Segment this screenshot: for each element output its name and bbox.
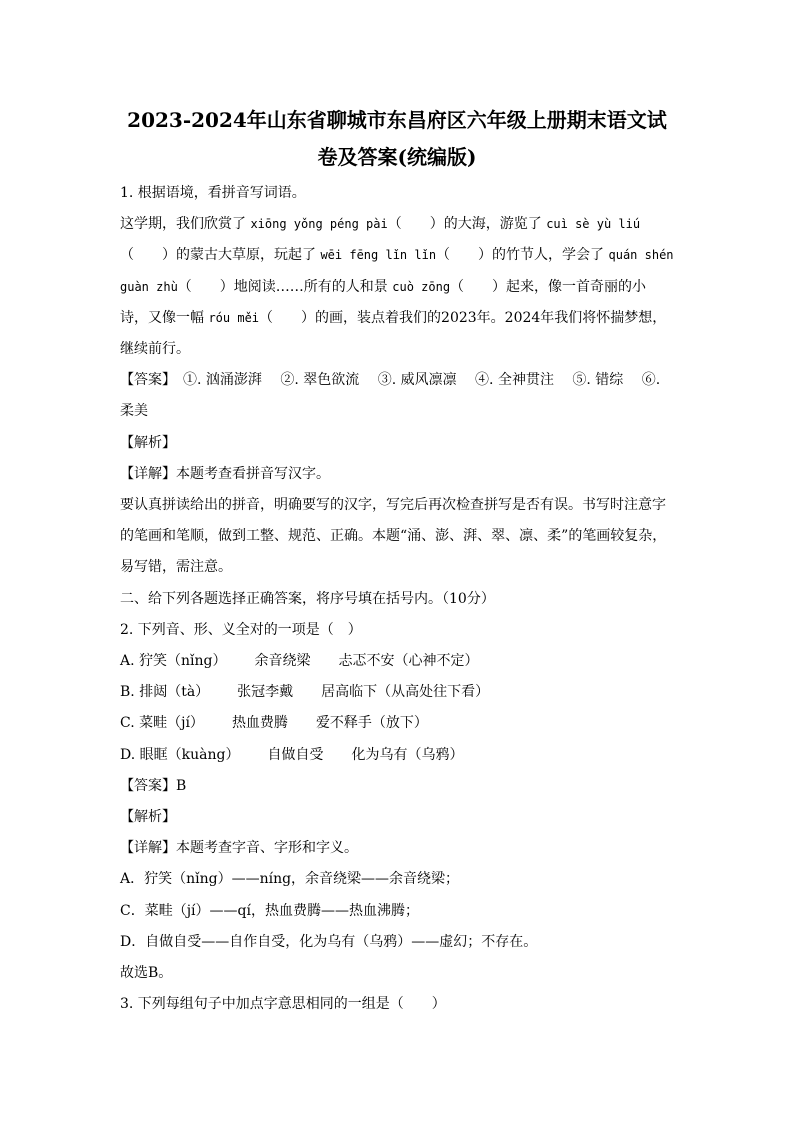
- q2-option-b: [120, 677, 674, 708]
- q2-detail: [120, 833, 674, 864]
- q2-line-c: C．菜畦（jí）——qí，热血费腾——热血沸腾；: [120, 902, 419, 919]
- option-c-word: C. 菜畦（jí）: [120, 715, 204, 732]
- pinyin-prompt: cuò zōng: [392, 279, 451, 294]
- detail-label: 【详解】: [120, 465, 176, 482]
- q2-stem: 2. 下列音、形、义全对的一项是（ ）: [120, 621, 362, 638]
- pinyin-prompt: cuì sè yù liú: [546, 217, 641, 232]
- q2-line-a: A．狞笑（nǐng）——níng，余音绕梁——余音绕梁；: [120, 871, 460, 888]
- option-a-idiom2: 忐忑不安（心神不定）: [338, 653, 479, 670]
- doc-title-line1: 2023-2024年山东省聊城市东昌府区六年级上册期末语文试: [127, 108, 667, 132]
- option-d-idiom2: 化为乌有（乌鸦）: [351, 746, 464, 763]
- option-d-idiom1: 自做自受: [267, 746, 324, 763]
- option-b-word: B. 排闼（tà）: [120, 684, 210, 701]
- q2-answer: [120, 771, 674, 802]
- passage-text: 这学期，我们欣赏了: [120, 216, 251, 233]
- option-c-idiom1: 热血费腾: [231, 715, 288, 732]
- section2-heading: 二、给下列各题选择正确答案，将序号填在括号内。（10分）: [120, 590, 495, 607]
- passage-text: （ ）起来，像一首奇丽的小诗，又像一幅: [120, 278, 647, 326]
- q2-option-c: [120, 708, 674, 739]
- pinyin-prompt: quán shén guàn zhù: [120, 248, 674, 294]
- passage-text: （ ）的画，装点着我们的2023年。2024年我们将怀揣梦想，继续前行。: [120, 309, 667, 358]
- q1-detail: [120, 459, 674, 490]
- q1-passage: [120, 209, 674, 365]
- passage-text: （ ）的蒙古大草原，玩起了: [120, 247, 321, 264]
- doc-body: [120, 178, 674, 1020]
- option-c-idiom2: 爱不释手（放下）: [315, 715, 428, 732]
- doc-title-line2: 卷及答案(统编版): [317, 145, 477, 169]
- q1-detail-body: 要认真拼读给出的拼音，明确要写的汉字，写完后再次检查拼写是否有误。书写时注意字的笔画和笔顺，做到工整、规范、正确。本题“涌、澎、湃、翠、凛、柔”的笔画较复杂，易写错，需注意。: [120, 497, 667, 576]
- option-d-word: D. 眼眶（kuàng）: [120, 746, 240, 763]
- option-b-idiom1: 张冠李戴: [237, 684, 294, 701]
- q2-option-a: [120, 646, 674, 677]
- pinyin-prompt: wēi fēng lǐn lǐn: [320, 248, 437, 263]
- q1-stem: 1. 根据语境，看拼音写词语。: [120, 185, 306, 201]
- q2-analysis-label: 【解析】: [120, 809, 176, 826]
- answer-text: B: [176, 777, 187, 794]
- passage-text: （ ）地阅读……所有的人和景: [177, 278, 393, 295]
- answer-label: 【答案】: [120, 777, 176, 794]
- option-a-word: A. 狞笑（nǐng）: [120, 653, 227, 670]
- pinyin-prompt: xiōng yǒng péng pài: [250, 217, 388, 232]
- q2-line-d: D．自做自受——自作自受，化为乌有（乌鸦）——虚幻；不存在。: [120, 933, 538, 950]
- option-b-idiom2: 居高临下（从高处往下看）: [321, 684, 490, 701]
- passage-text: （ ）的竹节人，学会了: [436, 247, 609, 264]
- answer-label: 【答案】: [120, 372, 169, 389]
- pinyin-prompt: róu měi: [208, 310, 260, 325]
- option-a-idiom1: 余音绕梁: [254, 653, 311, 670]
- detail-label: 【详解】: [120, 840, 176, 857]
- answer-text: ①. 汹涌澎湃 ②. 翠色欲流 ③. 威风凛凛 ④. 全神贯注 ⑤. 错综 ⑥. 柔美: [120, 372, 661, 420]
- detail-text: 本题考查看拼音写汉字。: [176, 465, 330, 482]
- q2-option-d: [120, 740, 674, 771]
- q1-answer: [120, 365, 674, 427]
- q2-conclusion: 故选B。: [120, 965, 173, 982]
- q1-analysis-label: 【解析】: [120, 434, 176, 451]
- q3-stem: 3. 下列每组句子中加点字意思相同的一组是（ ）: [120, 996, 446, 1013]
- detail-text: 本题考查字音、字形和字义。: [176, 840, 358, 857]
- passage-text: （ ）的大海，游览了: [387, 216, 547, 233]
